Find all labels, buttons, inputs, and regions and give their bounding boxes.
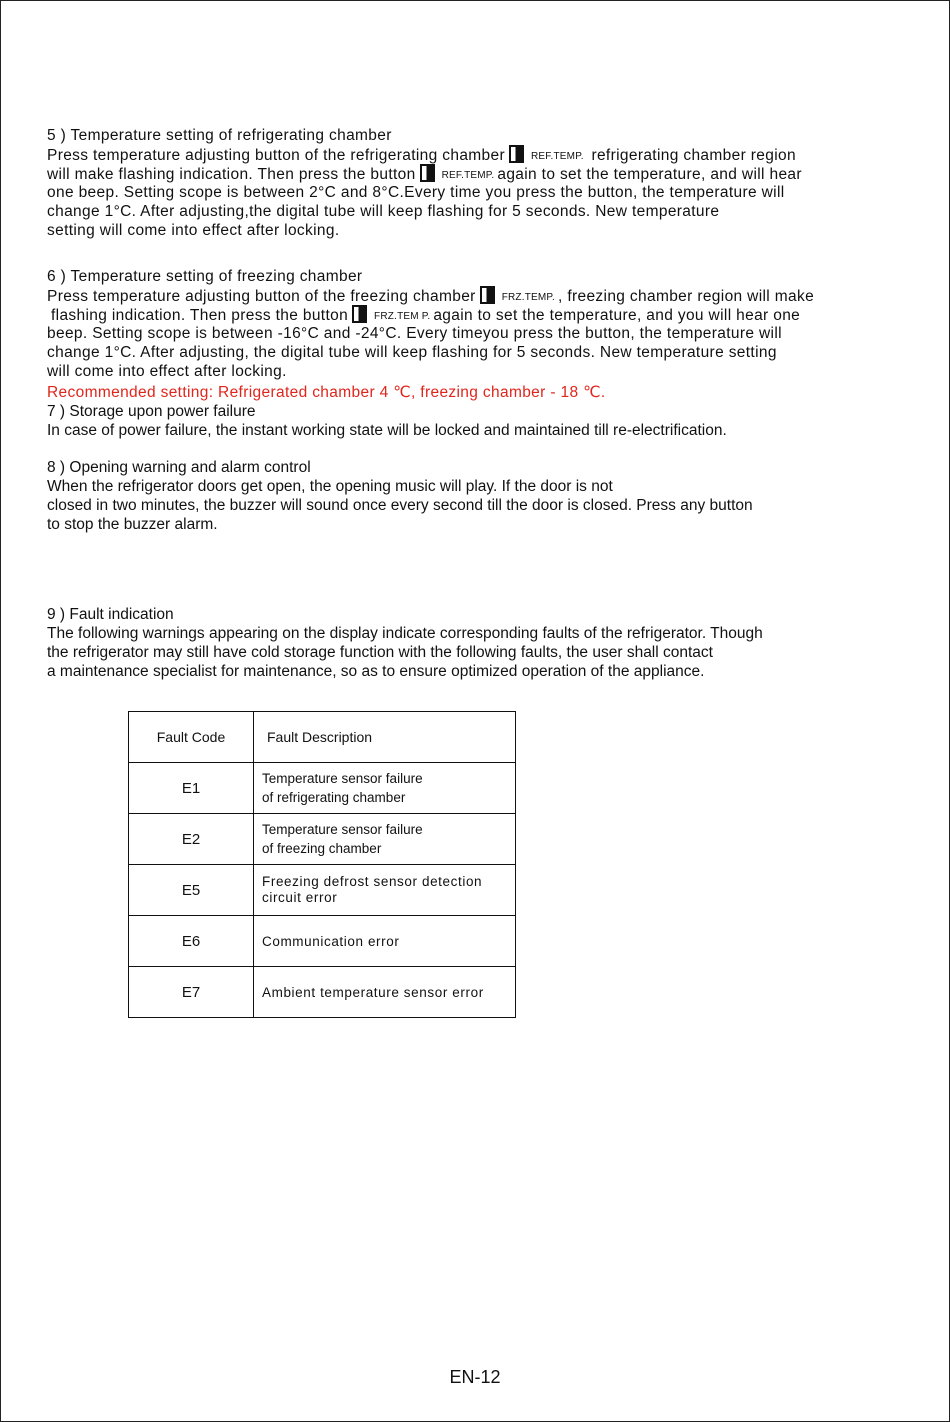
section5-line1: Press temperature adjusting button of the refrigerating chamber REF.TEMP. refrigerating chamber region <box>47 147 796 164</box>
section7-heading: 7 ) Storage upon power failure <box>47 403 256 420</box>
section5-line4: change 1°C. After adjusting,the digital tube will keep flashing for 5 seconds. New temperature <box>47 203 720 220</box>
section8-heading: 8 ) Opening warning and alarm control <box>47 459 311 476</box>
ref-temp-label: REF.TEMP. <box>441 170 495 181</box>
section5-line3: one beep. Setting scope is between 2°C and 8°C.Every time you press the button, the temperature will <box>47 184 785 201</box>
section5-heading: 5 ) Temperature setting of refrigerating chamber <box>47 127 392 144</box>
frz-temp-button-icon <box>352 305 367 323</box>
fault-code: E2 <box>129 814 254 865</box>
fault-code-table <box>128 711 516 1018</box>
section6-line4: change 1°C. After adjusting, the digital tube will keep flashing for 5 seconds. New temperature setting <box>47 344 777 361</box>
fault-description: Ambient temperature sensor error <box>254 967 516 1018</box>
ref-temp-button-icon <box>420 164 435 182</box>
fault-code: E1 <box>129 763 254 814</box>
table-row <box>129 916 516 967</box>
section7-line1: In case of power failure, the instant working state will be locked and maintained till re-electrification. <box>47 422 727 439</box>
fault-description: Communication error <box>254 916 516 967</box>
table-row <box>129 967 516 1018</box>
page-number: EN-12 <box>449 1367 501 1387</box>
fault-code: E6 <box>129 916 254 967</box>
section9-line1: The following warnings appearing on the display indicate corresponding faults of the refrigerator. Though <box>47 625 763 642</box>
section5-line2: will make flashing indication. Then press the button REF.TEMP. again to set the temperature, and will hear <box>47 166 802 183</box>
section8-line3: to stop the buzzer alarm. <box>47 516 218 533</box>
fault-description: Temperature sensor failure of freezing chamber <box>254 814 516 865</box>
frz-temp-label: FRZ.TEMP. <box>501 292 555 303</box>
ref-temp-button-icon <box>509 145 524 163</box>
section8-line1: When the refrigerator doors get open, the opening music will play. If the door is not <box>47 478 613 495</box>
frz-temp-button-icon <box>480 286 495 304</box>
frz-temp-label: FRZ.TEM P. <box>374 311 431 322</box>
table-row <box>129 865 516 916</box>
header-fault-code: Fault Code <box>129 712 254 763</box>
fault-code: E7 <box>129 967 254 1018</box>
table-row <box>129 814 516 865</box>
section6-line5: will come into effect after locking. <box>47 363 287 380</box>
section9-line3: a maintenance specialist for maintenance, so as to ensure optimized operation of the appliance. <box>47 663 705 680</box>
header-fault-description: Fault Description <box>254 712 516 763</box>
section6-line3: beep. Setting scope is between -16°C and -24°C. Every timeyou press the button, the temperature will <box>47 325 782 342</box>
section6-line2: flashing indication. Then press the button FRZ.TEM P. again to set the temperature, and you will hear one <box>51 307 801 324</box>
section5-line5: setting will come into effect after locking. <box>47 222 340 239</box>
ref-temp-label: REF.TEMP. <box>531 151 584 162</box>
section8-line2: closed in two minutes, the buzzer will sound once every second till the door is closed. Press any button <box>47 497 753 514</box>
recommended-setting: Recommended setting: Refrigerated chamber 4 ℃, freezing chamber - 18 ℃. <box>47 384 606 401</box>
table-row <box>129 763 516 814</box>
section6-line1: Press temperature adjusting button of the freezing chamber FRZ.TEMP. , freezing chamber region will make <box>47 288 815 305</box>
fault-description: Temperature sensor failure of refrigerating chamber <box>254 763 516 814</box>
table-header-row <box>129 712 516 763</box>
section9-heading: 9 ) Fault indication <box>47 606 174 623</box>
section9-line2: the refrigerator may still have cold storage function with the following faults, the user shall contact <box>47 644 713 661</box>
section6-heading: 6 ) Temperature setting of freezing chamber <box>47 268 363 285</box>
fault-description: Freezing defrost sensor detection circuit error <box>254 865 516 916</box>
fault-code: E5 <box>129 865 254 916</box>
